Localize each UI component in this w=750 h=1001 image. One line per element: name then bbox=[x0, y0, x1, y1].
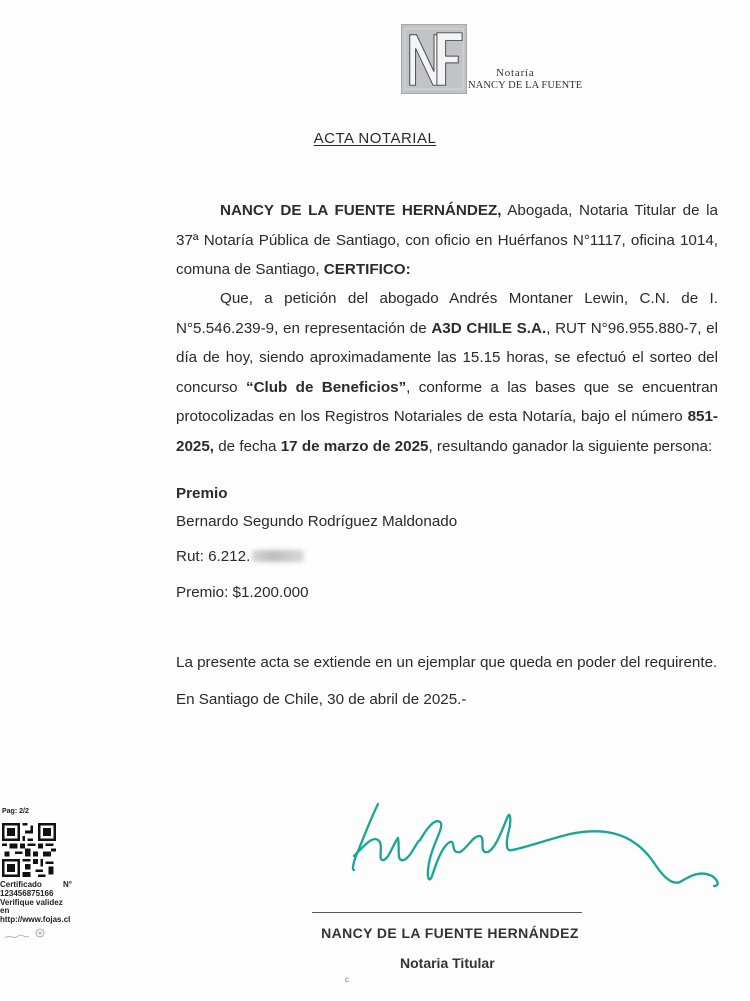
protocol-number: 851-2025, bbox=[176, 408, 718, 455]
intro-paragraph bbox=[176, 196, 718, 285]
body-paragraph: Que, a petición del abogado Andrés Montaner Lewin, C.N. de I. N°5.546.239-9, en representación de A3D CHILE S.A., RUT N°96.955.880-7, el día de hoy, siendo aproximadamente las 15.15 horas, se efectuó el sorteo del concurso “Club de Beneficios”, conforme a las bases que se encuentran protocolizadas en los Registros Notariales de esta Notaría, bajo el número 851-2025, de fecha 17 de marzo de 2025, resultando ganador la siguiente persona: bbox=[176, 290, 718, 455]
verify-url[interactable]: http://www.fojas.cl bbox=[0, 915, 71, 925]
winner-rut: Rut: 6.212. bbox=[176, 547, 304, 567]
winner-name: Bernardo Segundo Rodríguez Maldonado bbox=[176, 513, 458, 530]
notary-logo bbox=[401, 24, 467, 94]
company-name: A3D CHILE S.A. bbox=[431, 319, 547, 337]
logo-caption-notaria: Notaría bbox=[496, 67, 535, 79]
document-title: ACTA NOTARIAL bbox=[313, 130, 437, 147]
certificate-info bbox=[0, 881, 72, 925]
certificate-label: Certificado bbox=[0, 880, 42, 889]
redacted-rut bbox=[252, 550, 304, 562]
page-number: Pag: 2/2 bbox=[2, 808, 29, 815]
signature-line bbox=[312, 912, 582, 913]
footer-mark: c bbox=[345, 975, 349, 984]
intro-text: Abogada, Notaria Titular de la 37ª Notaría Pública de Santiago, con oficio en Huérfanos N°1117, oficina 1014, comuna de Santiago, bbox=[176, 202, 718, 278]
verify-text: Verifique validez en bbox=[0, 897, 63, 916]
place-date: En Santiago de Chile, 30 de abril de 2025.- bbox=[176, 691, 467, 708]
certificate-number: 123456875166 bbox=[0, 888, 54, 898]
signer-name: NANCY DE LA FUENTE HERNÁNDEZ bbox=[321, 925, 579, 941]
prize-heading: Premio bbox=[176, 485, 228, 502]
certificate-n-label: N° bbox=[63, 880, 72, 889]
contest-name: “Club de Beneficios” bbox=[245, 378, 407, 396]
handwritten-signature bbox=[300, 790, 730, 920]
signer-role: Notaria Titular bbox=[400, 955, 495, 971]
nf-monogram-icon bbox=[402, 25, 466, 93]
qr-code-icon bbox=[2, 823, 56, 877]
prize-amount: Premio: $1.200.000 bbox=[176, 584, 309, 601]
certifico-label: CERTIFICO: bbox=[323, 261, 411, 278]
protocol-date: 17 de marzo de 2025 bbox=[280, 437, 429, 455]
notary-name: NANCY DE LA FUENTE HERNÁNDEZ, bbox=[220, 202, 502, 219]
logo-caption-name: NANCY DE LA FUENTE bbox=[468, 80, 583, 91]
closing-statement: La presente acta se extiende en un ejemplar que queda en poder del requirente. bbox=[176, 654, 718, 671]
